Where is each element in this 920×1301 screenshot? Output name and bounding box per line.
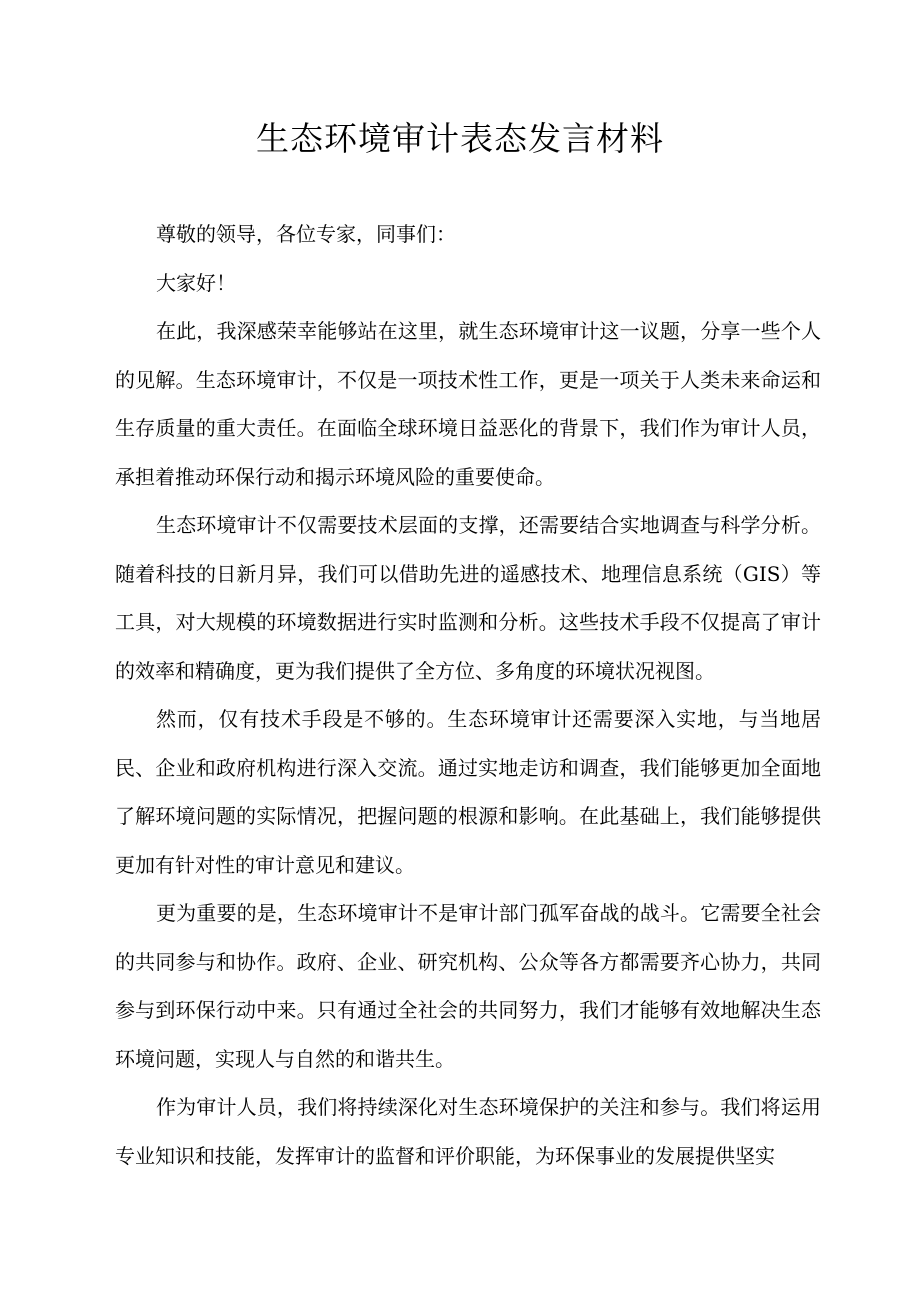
paragraph-field-investigation: 然而，仅有技术手段是不够的。生态环境审计还需要深入实地，与当地居民、企业和政府机构进行深入交流。通过实地走访和调查，我们能够更加全面地了解环境问题的实际情况，把握问题的根源和影响。在此基础上，我们能够提供更加有针对性的审计意见和建议。: [115, 707, 821, 877]
paragraph-collaboration: 更为重要的是，生态环境审计不是审计部门孤军奋战的战斗。它需要全社会的共同参与和协作。政府、企业、研究机构、公众等各方都需要齐心协力，共同参与到环保行动中来。只有通过全社会的共同努力，我们才能够有效地解决生态环境问题，实现人与自然的和谐共生。: [115, 901, 821, 1071]
paragraph-introduction: 在此，我深感荣幸能够站在这里，就生态环境审计这一议题，分享一些个人的见解。生态环境审计，不仅是一项技术性工作，更是一项关于人类未来命运和生存质量的重大责任。在面临全球环境日益恶化的背景下，我们作为审计人员，承担着推动环保行动和揭示环境风险的重要使命。: [115, 319, 821, 489]
document-body: [115, 210, 821, 1180]
paragraph-salutation: 尊敬的领导，各位专家，同事们：: [156, 222, 456, 246]
paragraph-greeting: 大家好！: [156, 270, 236, 295]
paragraph-technology: 生态环境审计不仅需要技术层面的支撑，还需要结合实地调查与科学分析。随着科技的日新月异，我们可以借助先进的遥感技术、地理信息系统（GIS）等工具，对大规模的环境数据进行实时监测和分析。这些技术手段不仅提高了审计的效率和精确度，更为我们提供了全方位、多角度的环境状况视图。: [115, 513, 821, 683]
document-title: 生态环境审计表态发言材料: [256, 119, 664, 158]
paragraph-commitment: 作为审计人员，我们将持续深化对生态环境保护的关注和参与。我们将运用专业知识和技能，发挥审计的监督和评价职能，为环保事业的发展提供坚实: [115, 1095, 821, 1168]
